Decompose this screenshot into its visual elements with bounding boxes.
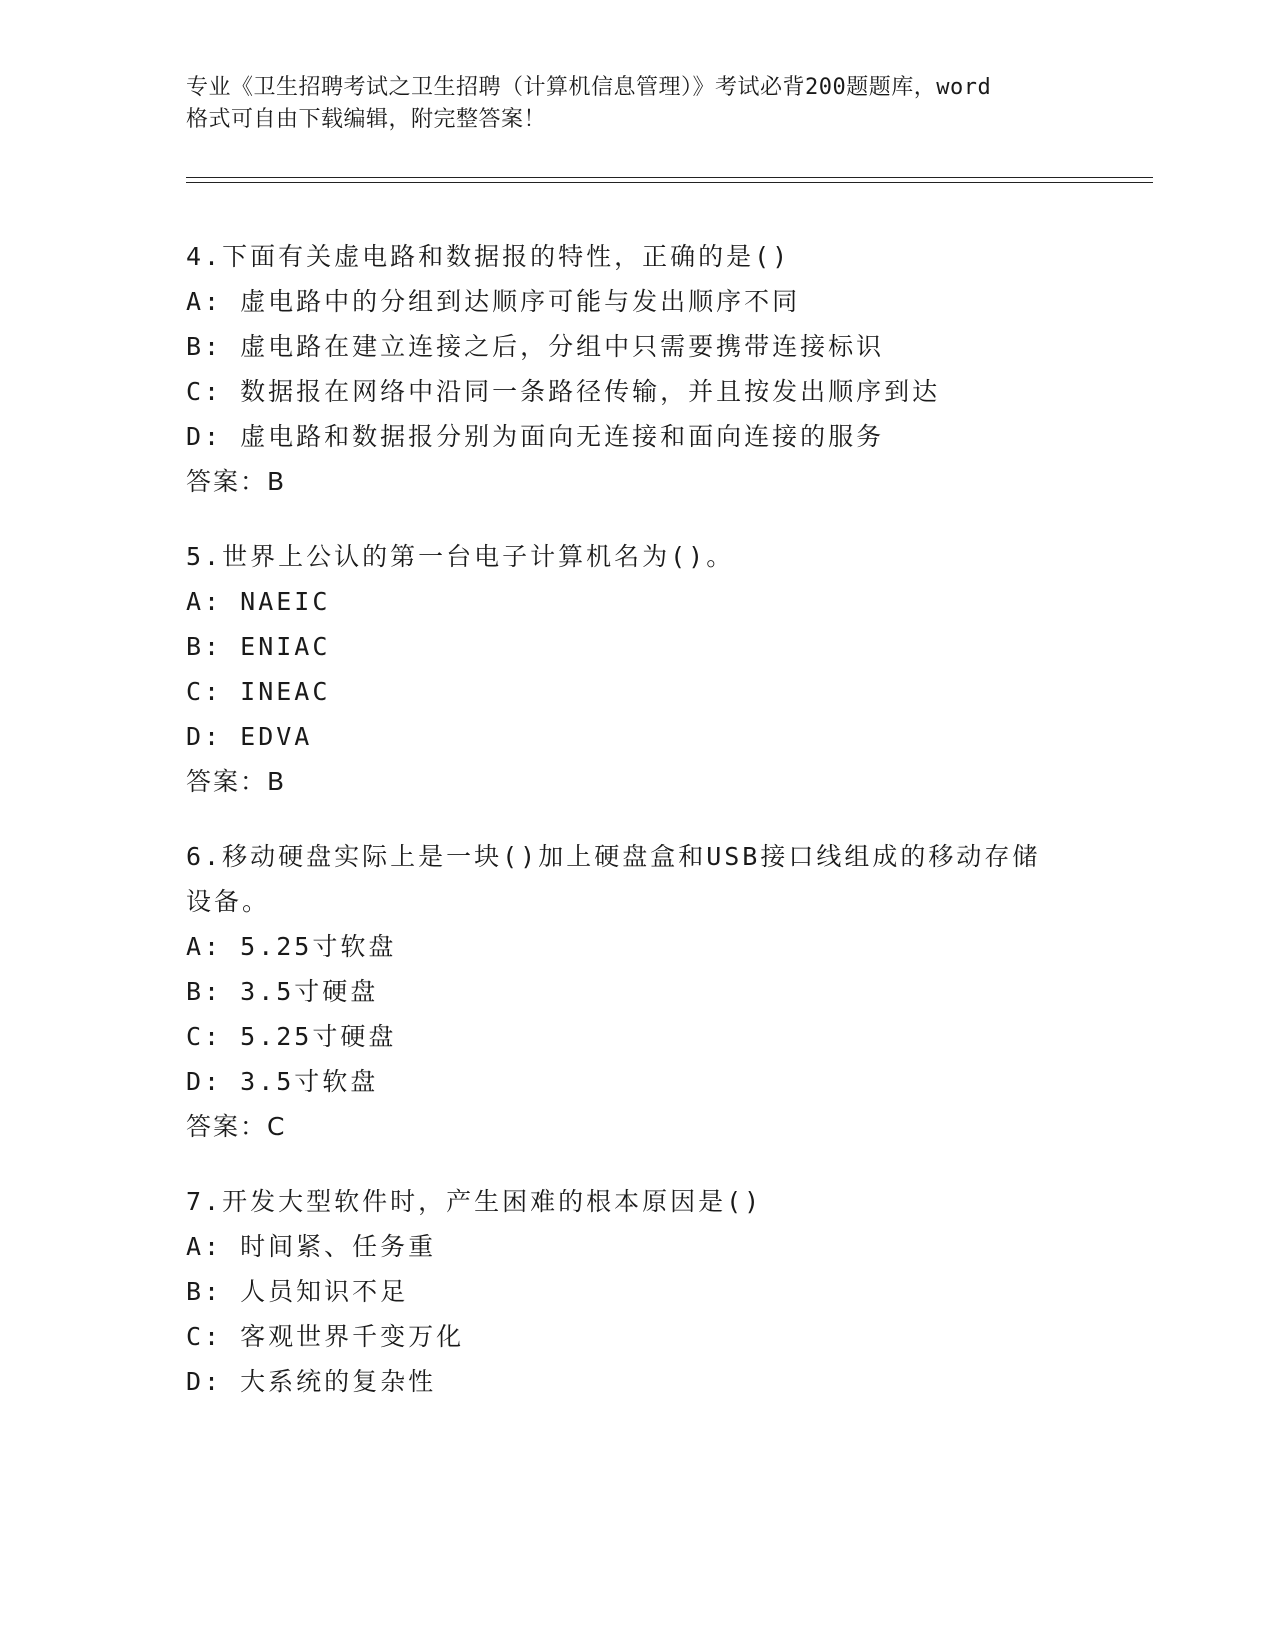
question-line: 4.下面有关虚电路和数据报的特性，正确的是() (186, 242, 791, 271)
header-line-1: 专业《卫生招聘考试之卫生招聘（计算机信息管理）》考试必背200题题库，word (186, 75, 992, 100)
question-5 (186, 534, 1166, 804)
option-a: A: 虚电路中的分组到达顺序可能与发出顺序不同 (186, 287, 801, 316)
question-4 (186, 234, 1166, 504)
option-a: A: 时间紧、任务重 (186, 1232, 437, 1261)
question-list (186, 234, 1166, 1434)
option-b: B: ENIAC (186, 632, 331, 661)
question-text (186, 534, 1166, 579)
document-header (186, 72, 1086, 136)
option-d: D: EDVA (186, 722, 313, 751)
option-c: C: INEAC (186, 677, 331, 706)
option-a: A: 5.25寸软盘 (186, 932, 397, 961)
option-d: D: 3.5寸软盘 (186, 1067, 379, 1096)
header-divider-top (186, 177, 1153, 178)
option-c: C: 5.25寸硬盘 (186, 1022, 397, 1051)
option-c: C: 数据报在网络中沿同一条路径传输，并且按发出顺序到达 (186, 377, 941, 406)
answer: 答案：B (186, 767, 287, 796)
question-line: 6.移动硬盘实际上是一块()加上硬盘盒和USB接口线组成的移动存储 (186, 842, 1041, 871)
question-text (186, 834, 1166, 924)
option-b: B: 人员知识不足 (186, 1277, 409, 1306)
option-a: A: NAEIC (186, 587, 331, 616)
question-line: 5.世界上公认的第一台电子计算机名为()。 (186, 542, 735, 571)
option-c: C: 客观世界千变万化 (186, 1322, 465, 1351)
question-7 (186, 1179, 1166, 1404)
answer: 答案：B (186, 467, 287, 496)
question-6 (186, 834, 1166, 1149)
option-d: D: 虚电路和数据报分别为面向无连接和面向连接的服务 (186, 422, 885, 451)
option-b: B: 虚电路在建立连接之后，分组中只需要携带连接标识 (186, 332, 885, 361)
option-b: B: 3.5寸硬盘 (186, 977, 379, 1006)
question-line: 7.开发大型软件时，产生困难的根本原因是() (186, 1187, 763, 1216)
header-line-2: 格式可自由下载编辑，附完整答案！ (186, 107, 547, 132)
header-divider-bottom (186, 182, 1153, 183)
answer: 答案：C (186, 1112, 287, 1141)
question-text (186, 234, 1166, 279)
option-d: D: 大系统的复杂性 (186, 1367, 437, 1396)
question-text (186, 1179, 1166, 1224)
question-line: 设备。 (186, 887, 271, 916)
